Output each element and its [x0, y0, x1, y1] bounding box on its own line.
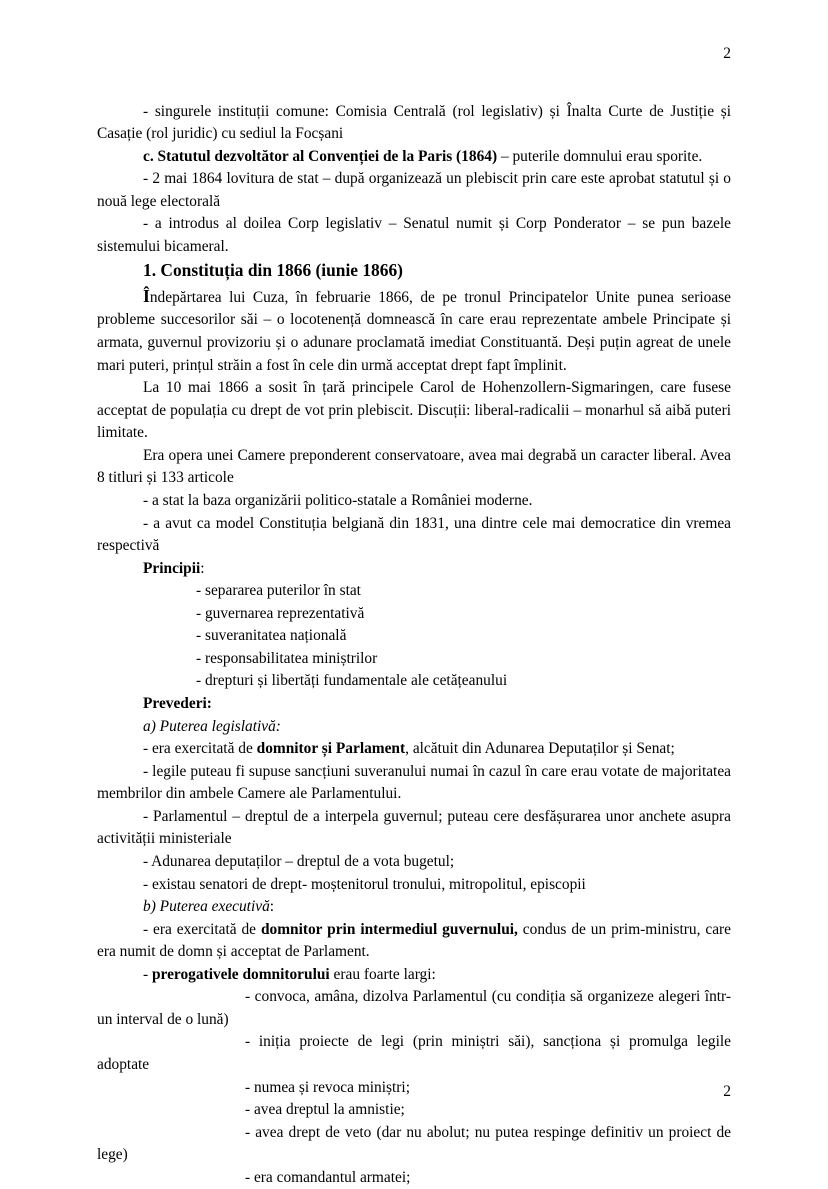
heading-puterea-legislativa — [97, 716, 731, 739]
label-prevederi — [97, 693, 731, 716]
legislativa-1-emphasis: domnitor și Parlament — [257, 740, 405, 757]
statut-rest: – puterile domnului erau sporite. — [497, 148, 702, 165]
puterea-legislativa-text: a) Puterea legislativă: — [143, 718, 281, 735]
paragraph-indepartarea-cuza — [97, 284, 731, 377]
principii-label-text: Principii — [143, 560, 200, 577]
legislativa-1-pre: - era exercitată de — [143, 740, 257, 757]
label-principii — [97, 558, 731, 581]
list-item-principiu-4: - responsabilitatea miniștrilor — [97, 648, 731, 671]
statut-label: c. Statutul dezvoltător al Convenției de la Paris (1864) — [143, 148, 497, 165]
list-item-legislativa-1 — [97, 738, 731, 761]
list-item-principiu-5: - drepturi și libertăți fundamentale ale cetățeanului — [97, 670, 731, 693]
initial-capital: Î — [143, 286, 150, 306]
page-content — [97, 0, 731, 1189]
list-item-legislativa-5: - existau senatori de drept- moștenitorul tronului, mitropolitul, episcopii — [97, 874, 731, 897]
paragraph-institutii-comune: - singurele instituții comune: Comisia Centrală (rol legislativ) și Înalta Curte de Justiție și Casație (rol juridic) cu sediul la Focșani — [97, 101, 731, 146]
body-text — [97, 101, 731, 1189]
list-item-legislativa-2: - legile puteau fi supuse sancțiuni suveranului numai în cazul în care erau votate de majoritatea membrilor din ambele Camere ale Parlamentului. — [97, 761, 731, 806]
executiva-1-emphasis: domnitor prin intermediul guvernului, — [261, 921, 518, 938]
page-number-header: 2 — [97, 46, 731, 62]
paragraph-baza-organizarii: - a stat la baza organizării politico-statale a României moderne. — [97, 490, 731, 513]
list-item-prerogativa-6: - era comandantul armatei; — [97, 1167, 731, 1189]
list-item-executiva-1 — [97, 919, 731, 964]
principii-label-colon: : — [200, 560, 204, 577]
paragraph-statut-dezvoltator — [97, 146, 731, 169]
executiva-1-post: condus de un prim-ministru, care era numit de domn și acceptat de Parlament. — [97, 921, 731, 961]
list-item-principiu-2: - guvernarea reprezentativă — [97, 603, 731, 626]
prerogative-pre: - — [143, 966, 152, 983]
list-item-principiu-3: - suveranitatea națională — [97, 625, 731, 648]
page-number-footer: 2 — [97, 1084, 731, 1100]
prevederi-label-text: Prevederi: — [143, 695, 212, 712]
heading-constitutia-1866: 1. Constituția din 1866 (iunie 1866) — [97, 258, 731, 283]
prerogative-emphasis: prerogativele domnitorului — [152, 966, 330, 983]
paragraph-corp-legislativ: - a introdus al doilea Corp legislativ – Senatul numit și Corp Ponderator – se pun bazele sistemului bicameral. — [97, 213, 731, 258]
paragraph-lovitura-de-stat: - 2 mai 1864 lovitura de stat – după organizează un plebiscit prin care este aprobat statutul și o nouă lege electorală — [97, 168, 731, 213]
paragraph-indepartarea-body: ndepărtarea lui Cuza, în februarie 1866, de pe tronul Principatelor Unite punea serioase probleme succesorilor săi – o locotenență domnească în care erau reprezentate ambele Principate și armata, guvernul provizoriu și o adunare proclamată imediat Constituantă. Deși puțin agreat de unele mari puteri, prințul străin a fost în cele din urmă acceptat drept fapt împlinit. — [97, 289, 731, 374]
legislativa-1-post: , alcătuit din Adunarea Deputaților și Senat; — [405, 740, 675, 757]
puterea-executiva-text: b) Puterea executivă — [143, 898, 270, 915]
executiva-1-pre: - era exercitată de — [143, 921, 261, 938]
prerogative-post: erau foarte largi: — [330, 966, 436, 983]
paragraph-carol-sosire: La 10 mai 1866 a sosit în țară principele Carol de Hohenzollern-Sigmaringen, care fusese acceptat de populația cu drept de vot prin plebiscit. Discuții: liberal-radicalii – monarhul să aibă puteri limitate. — [97, 377, 731, 445]
puterea-executiva-colon: : — [270, 898, 274, 915]
list-item-principiu-1: - separarea puterilor în stat — [97, 580, 731, 603]
list-item-prerogative-heading — [97, 964, 731, 987]
list-item-prerogativa-1: - convoca, amâna, dizolva Parlamentul (cu condiția să organizeze alegeri într-un interval de o lună) — [97, 986, 731, 1031]
paragraph-era-opera: Era opera unei Camere preponderent conservatoare, avea mai degrabă un caracter liberal. Avea 8 titluri și 133 articole — [97, 445, 731, 490]
list-item-prerogativa-5: - avea drept de veto (dar nu abolut; nu putea respinge definitiv un proiect de lege) — [97, 1122, 731, 1167]
list-item-legislativa-3: - Parlamentul – dreptul de a interpela guvernul; puteau cere desfășurarea unor anchete asupra activității ministeriale — [97, 806, 731, 851]
list-item-prerogativa-2: - iniția proiecte de legi (prin miniștri săi), sancționa și promulga legile adoptate — [97, 1031, 731, 1076]
heading-puterea-executiva — [97, 896, 731, 919]
list-item-prerogativa-4: - avea dreptul la amnistie; — [97, 1099, 731, 1122]
list-item-prerogativa-3: - numea și revoca miniștri; — [97, 1077, 731, 1100]
list-item-legislativa-4: - Adunarea deputaților – dreptul de a vota bugetul; — [97, 851, 731, 874]
paragraph-model-belgian: - a avut ca model Constituția belgiană din 1831, una dintre cele mai democratice din vremea respectivă — [97, 513, 731, 558]
